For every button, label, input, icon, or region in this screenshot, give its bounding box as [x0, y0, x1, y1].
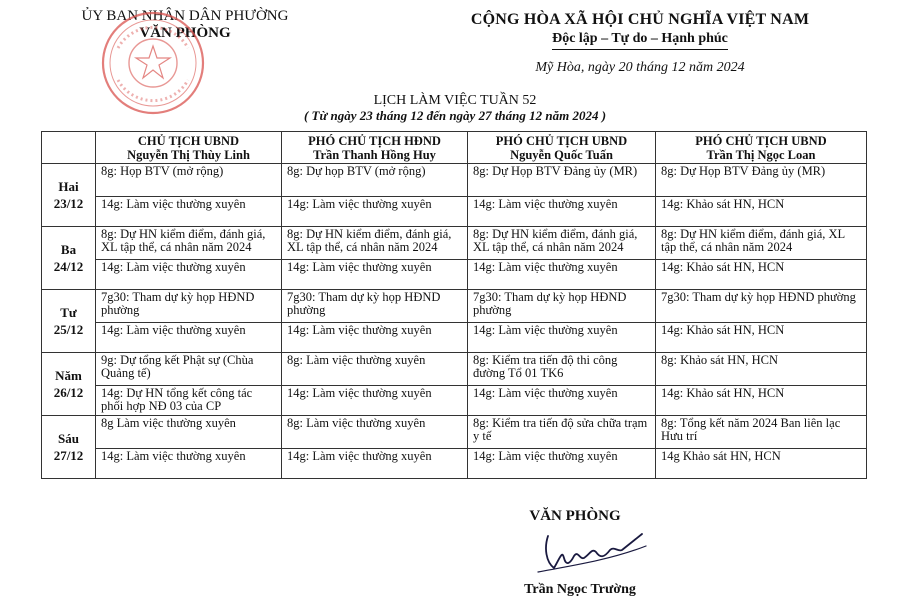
day-cell: [42, 416, 96, 479]
schedule-cell: 8g: Dự họp BTV (mở rộng): [282, 164, 468, 197]
schedule-cell: 8g: Dự HN kiểm điểm, đánh giá, XL tập thể, cá nhân năm 2024: [468, 227, 656, 260]
day-date: 27/12: [53, 448, 84, 463]
day-name: Tư: [60, 305, 77, 320]
table-row: [42, 164, 867, 197]
day-cell: [42, 227, 96, 290]
schedule-cell: 7g30: Tham dự kỳ họp HĐND phường: [282, 290, 468, 323]
schedule-cell: 9g: Dự tổng kết Phật sự (Chùa Quảng tế): [96, 353, 282, 386]
column-header: [468, 132, 656, 164]
schedule-cell: 14g Khảo sát HN, HCN: [656, 449, 867, 479]
day-cell: [42, 290, 96, 353]
schedule-cell: 14g: Làm việc thường xuyên: [468, 323, 656, 353]
schedule-cell: 14g: Làm việc thường xuyên: [468, 197, 656, 227]
table-row: [42, 416, 867, 449]
national-header: [440, 10, 840, 50]
country-name: CỘNG HÒA XÃ HỘI CHỦ NGHĨA VIỆT NAM: [470, 11, 810, 28]
table-row: [42, 353, 867, 386]
schedule-cell: 8g: Làm việc thường xuyên: [282, 353, 468, 386]
day-cell: [42, 164, 96, 227]
day-name: Hai: [58, 179, 79, 194]
signer-name: Trần Ngọc Trường: [524, 582, 636, 597]
column-role: CHỦ TỊCH UBND: [137, 133, 240, 148]
table-row: [42, 386, 867, 416]
table-row: [42, 323, 867, 353]
table-row: [42, 227, 867, 260]
schedule-cell: 14g: Làm việc thường xuyên: [282, 323, 468, 353]
column-header: [656, 132, 867, 164]
place-date: Mỹ Hòa, ngày 20 tháng 12 năm 2024: [535, 60, 745, 75]
corner-cell: [42, 132, 96, 164]
document-title: [230, 93, 680, 123]
column-person: Nguyễn Thị Thùy Linh: [127, 147, 250, 162]
schedule-cell: 14g: Làm việc thường xuyên: [96, 197, 282, 227]
schedule-cell: 8g: Tổng kết năm 2024 Ban liên lạc Hưu trí: [656, 416, 867, 449]
schedule-cell: 8g: Dự HN kiểm điểm, đánh giá, XL tập thể, cá nhân năm 2024: [656, 227, 867, 260]
national-motto: Độc lập – Tự do – Hạnh phúc: [552, 30, 728, 50]
schedule-cell: 14g: Làm việc thường xuyên: [96, 323, 282, 353]
schedule-cell: 14g: Làm việc thường xuyên: [468, 386, 656, 416]
table-row: [42, 197, 867, 227]
column-header: [96, 132, 282, 164]
day-name: Ba: [60, 242, 77, 257]
schedule-cell: 8g: Kiểm tra tiến độ sửa chữa trạm y tế: [468, 416, 656, 449]
schedule-cell: 14g: Khảo sát HN, HCN: [656, 323, 867, 353]
schedule-cell: 7g30: Tham dự kỳ họp HĐND phường: [468, 290, 656, 323]
schedule-cell: 14g: Khảo sát HN, HCN: [656, 260, 867, 290]
schedule-cell: 14g: Làm việc thường xuyên: [282, 197, 468, 227]
schedule-cell: 14g: Khảo sát HN, HCN: [656, 386, 867, 416]
schedule-cell: 14g: Dự HN tổng kết công tác phối hợp NĐ 03 của CP: [96, 386, 282, 416]
schedule-cell: 8g: Dự Họp BTV Đảng ủy (MR): [468, 164, 656, 197]
table-row: [42, 449, 867, 479]
schedule-cell: 14g: Làm việc thường xuyên: [282, 386, 468, 416]
column-person: Trần Thanh Hồng Huy: [313, 147, 436, 162]
title-date-range: ( Từ ngày 23 tháng 12 đến ngày 27 tháng 12 năm 2024 ): [303, 108, 607, 123]
column-role: PHÓ CHỦ TỊCH UBND: [495, 133, 628, 148]
schedule-cell: 14g: Làm việc thường xuyên: [282, 449, 468, 479]
schedule-cell: 8g: Làm việc thường xuyên: [282, 416, 468, 449]
column-header: [282, 132, 468, 164]
schedule-cell: 7g30: Tham dự kỳ họp HĐND phường: [656, 290, 867, 323]
schedule-table: [41, 131, 867, 479]
schedule-cell: 8g Làm việc thường xuyên: [96, 416, 282, 449]
column-person: Trần Thị Ngọc Loan: [706, 147, 816, 162]
day-date: 23/12: [53, 196, 84, 211]
schedule-cell: 8g: Kiểm tra tiến độ thi công đường Tổ 01 TK6: [468, 353, 656, 386]
table-row: [42, 260, 867, 290]
schedule-cell: 14g: Làm việc thường xuyên: [96, 260, 282, 290]
day-date: 25/12: [53, 322, 84, 337]
schedule-cell: 14g: Khảo sát HN, HCN: [656, 197, 867, 227]
issuing-authority: [60, 8, 310, 42]
authority-name: ỦY BAN NHÂN DÂN PHƯỜNG: [81, 8, 289, 24]
schedule-cell: 8g: Khảo sát HN, HCN: [656, 353, 867, 386]
day-cell: [42, 353, 96, 416]
schedule-cell: 8g: Dự HN kiểm điểm, đánh giá, XL tập thể, cá nhân năm 2024: [96, 227, 282, 260]
table-row: [42, 290, 867, 323]
signature-office: VĂN PHÒNG: [529, 508, 621, 524]
schedule-cell: 7g30: Tham dự kỳ họp HĐND phường: [96, 290, 282, 323]
schedule-cell: 8g: Dự Họp BTV Đảng ủy (MR): [656, 164, 867, 197]
day-date: 26/12: [53, 385, 84, 400]
column-role: PHÓ CHỦ TỊCH UBND: [695, 133, 827, 148]
column-role: PHÓ CHỦ TỊCH HĐND: [308, 133, 441, 148]
handwritten-signature-icon: [530, 528, 650, 576]
schedule-cell: 14g: Làm việc thường xuyên: [468, 449, 656, 479]
schedule-cell: 14g: Làm việc thường xuyên: [468, 260, 656, 290]
schedule-cell: 8g: Dự HN kiểm điểm, đánh giá, XL tập thể, cá nhân năm 2024: [282, 227, 468, 260]
column-person: Nguyễn Quốc Tuấn: [510, 147, 613, 162]
schedule-cell: 14g: Làm việc thường xuyên: [96, 449, 282, 479]
day-date: 24/12: [53, 259, 84, 274]
table-header-row: [42, 132, 867, 164]
day-name: Năm: [55, 368, 82, 383]
title-main: LỊCH LÀM VIỆC TUẦN 52: [373, 93, 537, 108]
schedule-cell: 8g: Họp BTV (mở rộng): [96, 164, 282, 197]
schedule-cell: 14g: Làm việc thường xuyên: [282, 260, 468, 290]
office-name: VĂN PHÒNG: [139, 25, 231, 41]
day-name: Sáu: [58, 431, 79, 446]
